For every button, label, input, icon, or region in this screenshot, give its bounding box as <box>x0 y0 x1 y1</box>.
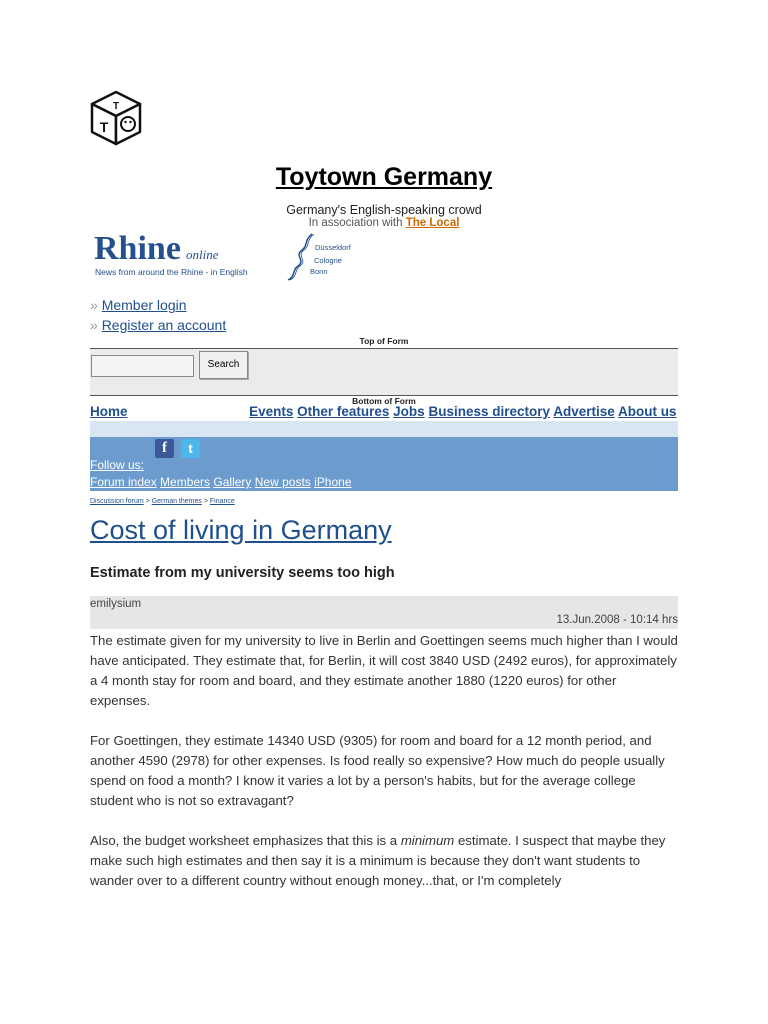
bottom-of-form-label: Bottom of Form <box>352 396 416 406</box>
nav-other-features[interactable]: Other features <box>297 404 390 419</box>
breadcrumb-german-themes[interactable]: German themes <box>151 498 202 505</box>
social-bar <box>90 437 678 491</box>
members-link[interactable]: Members <box>160 475 211 489</box>
city-cologne: Cologne <box>314 256 342 265</box>
association-line <box>0 217 768 229</box>
the-local-link[interactable]: The Local <box>405 217 460 229</box>
search-button[interactable]: Search <box>199 351 248 379</box>
breadcrumb-finance[interactable]: Finance <box>209 498 235 505</box>
rhine-map <box>284 232 364 282</box>
register-account-link[interactable]: Register an account <box>101 317 227 333</box>
forum-sub-nav <box>90 475 352 489</box>
nav-business-directory[interactable]: Business directory <box>428 404 550 419</box>
post-emphasis: minimum <box>400 833 455 848</box>
city-bonn: Bonn <box>310 267 328 276</box>
gallery-link[interactable]: Gallery <box>213 475 252 489</box>
post-paragraph: The estimate given for my university to live in Berlin and Goettingen seems much higher than I would have anticipated. They estimate that, for Berlin, it will cost 3840 USD (2492 euros), for approximately a 4 month stay for room and board, and they estimate another 1880 (1220 euros) for other expenses. <box>90 633 678 708</box>
nav-advertise[interactable]: Advertise <box>553 404 615 419</box>
top-of-form-label: Top of Form <box>359 336 409 346</box>
post-paragraph <box>90 831 680 891</box>
thread-subtitle: Estimate from my university seems too high <box>90 565 395 581</box>
account-links <box>90 295 226 335</box>
post-header <box>90 596 678 629</box>
search-input[interactable] <box>91 355 194 377</box>
toytown-logo[interactable] <box>88 88 144 148</box>
post-author[interactable]: emilysium <box>90 598 142 610</box>
site-tagline: Germany's English-speaking crowd <box>286 203 482 217</box>
association-prefix: In association with <box>308 217 403 229</box>
raquo-icon: » <box>90 297 102 313</box>
member-login-link[interactable]: Member login <box>101 297 187 313</box>
main-nav <box>90 404 678 420</box>
twitter-icon[interactable]: t <box>181 439 200 458</box>
nav-jobs[interactable]: Jobs <box>393 404 425 419</box>
nav-home[interactable]: Home <box>90 404 128 419</box>
nav-background <box>90 421 678 437</box>
breadcrumb-separator: > <box>203 498 208 505</box>
svg-text:T: T <box>112 101 120 112</box>
follow-us-label[interactable]: Follow us: <box>90 458 145 472</box>
facebook-icon[interactable]: f <box>155 439 174 458</box>
iphone-link[interactable]: iPhone <box>314 475 352 489</box>
forum-index-link[interactable]: Forum index <box>90 475 157 489</box>
rhine-online-banner[interactable] <box>94 230 384 282</box>
post-date: 13.Jun.2008 - 10:14 hrs <box>556 614 678 626</box>
breadcrumb <box>90 498 235 505</box>
raquo-icon: » <box>90 317 102 333</box>
new-posts-link[interactable]: New posts <box>254 475 311 489</box>
rhine-name: Rhine <box>94 230 181 267</box>
nav-events[interactable]: Events <box>249 404 294 419</box>
city-dusseldorf: Düsseldorf <box>315 243 351 252</box>
post-body <box>90 631 680 911</box>
svg-text:T: T <box>99 119 109 135</box>
nav-discussion-forum[interactable]: Discussion forum <box>131 404 246 419</box>
search-form <box>90 348 678 396</box>
rhine-subtitle: News from around the Rhine - in English <box>95 267 248 277</box>
breadcrumb-separator: > <box>145 498 150 505</box>
site-title[interactable]: Toytown Germany <box>275 163 493 191</box>
rhine-suffix: online <box>186 247 219 262</box>
nav-about-us[interactable]: About us <box>618 404 677 419</box>
breadcrumb-discussion-forum[interactable]: Discussion forum <box>90 498 144 505</box>
thread-title[interactable]: Cost of living in Germany <box>90 515 392 545</box>
post-text: estimate. I suspect that maybe they make such high estimates and then say it is a minimum is because they don't want students to wander over to a different country without enough money...that, or I'm completely <box>90 833 666 888</box>
post-paragraph: For Goettingen, they estimate 14340 USD (9305) for room and board for a 12 month period, and another 4590 (2978) for other expenses. Is food really so expensive? How much do people usually spend on food a month? I know it varies a lot by a person's habits, but for the average college student who is not so extravagant? <box>90 733 665 808</box>
post-text: Also, the budget worksheet emphasizes that this is a <box>90 833 401 848</box>
